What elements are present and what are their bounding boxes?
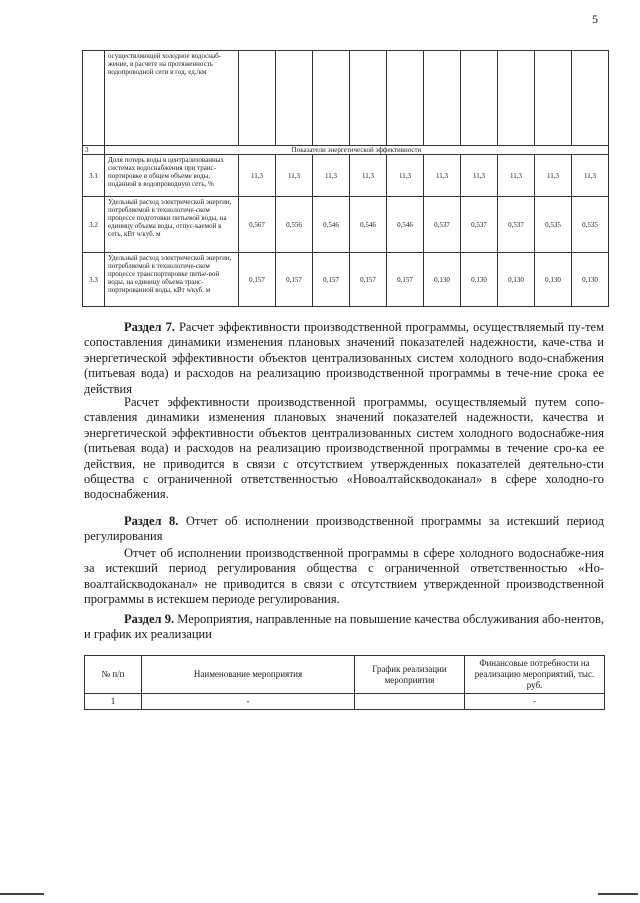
header-activity-name: Наименование мероприятия bbox=[142, 656, 355, 694]
section-title: Показатели энергетической эффективности bbox=[105, 146, 609, 155]
section-7-title: Раздел 7. Расчет эффективности производственной программы, осуществляемый пу-тем сопоставления динамики изменения плановых значений показателей надежности, каче-ства и энергетической эффективности объектов централизованных систем холодного водо-снабжения (питьевая вода) и расходов на реализацию производственной программы в тече-ние срока ее действия bbox=[84, 320, 604, 396]
scan-edge-line bbox=[0, 893, 44, 895]
table-row bbox=[83, 51, 609, 146]
table-row: 3.1 Доля потерь воды в централизованных системах водоснабжения при транс-портировке в общем объеме воды, поданной в водопроводную сеть, % 11,3 11,3 11,3 11,3 11,3 11,3 11,3 11,3 11,3 11,3 bbox=[83, 155, 609, 197]
header-financial-needs: Финансовые потребности на реализацию мероприятий, тыс. руб. bbox=[465, 656, 605, 694]
section-7-heading: Раздел 7. bbox=[124, 320, 175, 334]
table-row: 3.3 Удельный расход электрической энергии, потребляемой в технологиче-ском процессе транспортировке питье-вой воды, на единицу объема транс-портированной воды, кВт ч/куб. м 0,157 0,157 0,157 0,157 0,157 0,130 0,130 0,130 0,130 0,130 bbox=[83, 253, 609, 307]
continuation-description: осуществляющей холодное водоснаб-жение, в расчете на протяженность водопроводной сети в год, ед./км bbox=[105, 51, 239, 146]
page-number: 5 bbox=[592, 12, 598, 26]
section-9-title: Раздел 9. Мероприятия, направленные на повышение качества обслуживания або-нентов, и график их реализации bbox=[84, 612, 604, 642]
header-schedule: График реализации мероприятия bbox=[355, 656, 465, 694]
indicator-table bbox=[82, 50, 609, 307]
scan-edge-line bbox=[598, 893, 638, 895]
section-8-title: Раздел 8. Отчет об исполнении производственной программы за истекший период регулирования bbox=[84, 514, 604, 544]
section-7-body: Расчет эффективности производственной программы, осуществляемый путем сопо-ставления динамики изменения плановых значений показателей надежности, качества и энергетической эффективности объектов централизованных систем холодного водоснабже-ния (питьевая вода) и расходов на реализацию производственной программы в течение сро-ка ее действия, не приводится в связи с отсутствием утвержденных показателей деятельно-сти общества с ограниченной ответственностью «Новоалтайскводоканал» в сфере холодно-го водоснабжения. bbox=[84, 395, 604, 502]
activities-table bbox=[84, 655, 605, 710]
table-row: 3.2 Удельный расход электрической энергии, потребляемой в технологиче-ском процессе подготовки питьевой воды, на единицу объема воды, отпус-каемой в сеть, кВт ч/куб. м 0,567 0,556 0,546 0,546 0,546 0,537 0,537 0,537 0,535 0,535 bbox=[83, 197, 609, 253]
table-header-row bbox=[85, 656, 605, 694]
section-row: 3 Показатели энергетической эффективности bbox=[83, 146, 609, 155]
section-8-heading: Раздел 8. bbox=[124, 514, 179, 528]
header-number: № п/п bbox=[85, 656, 142, 694]
table-row: 1 - - bbox=[85, 694, 605, 710]
section-8-body: Отчет об исполнении производственной программы в сфере холодного водоснабже-ния за истекший период регулирования общества с ограниченной ответственностью «Но-воалтайскводоканал» не приводится в связи с отсутствием утвержденной производственной программы в истекшем периоде регулирования. bbox=[84, 546, 604, 607]
section-9-heading: Раздел 9. bbox=[124, 612, 175, 626]
